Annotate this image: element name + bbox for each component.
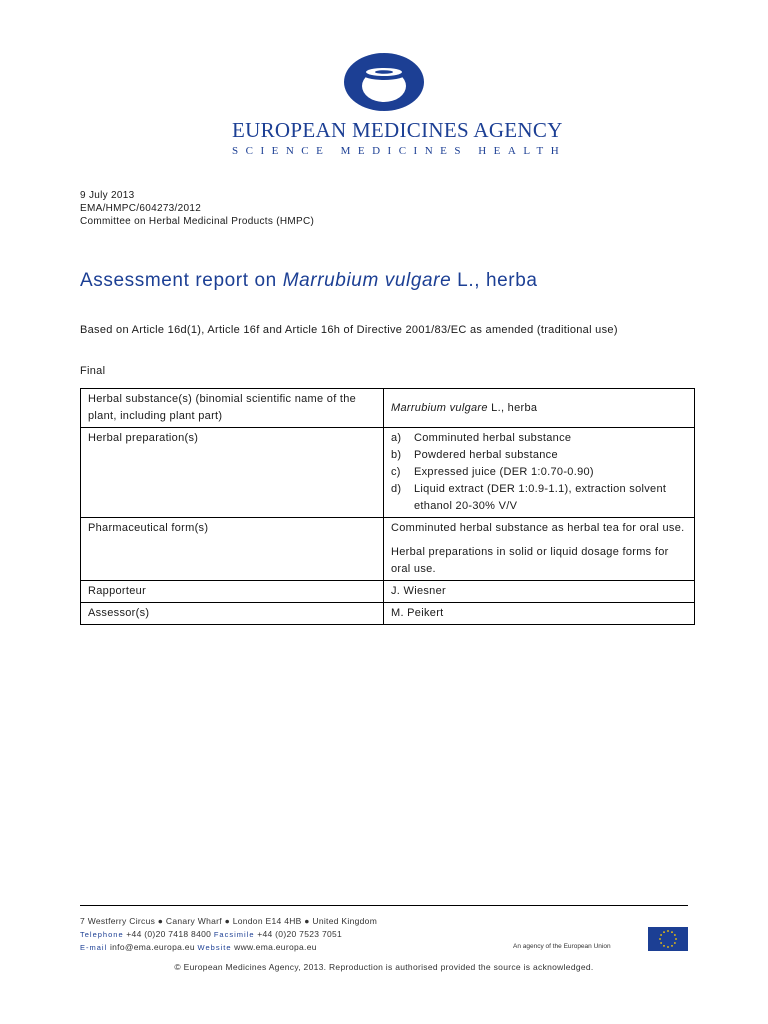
ema-emblem-icon <box>342 52 426 112</box>
document-meta <box>80 189 314 228</box>
website-link[interactable]: www.ema.europa.eu <box>234 942 317 952</box>
footer-phone-line: Telephone +44 (0)20 7418 8400 Facsimile +44 (0)20 7523 7051 <box>80 928 343 939</box>
eu-flag-icon <box>648 927 688 951</box>
list-item: c) Expressed juice (DER 1:0.70-0.90) <box>391 466 594 478</box>
table-row <box>81 428 695 518</box>
ema-logo <box>232 52 567 157</box>
title-suffix: L., herba <box>451 270 538 291</box>
table-row <box>81 581 695 603</box>
substance-value <box>384 389 695 428</box>
preparation-list <box>384 428 695 518</box>
herbal-info-table <box>80 388 695 625</box>
copyright-notice: © European Medicines Agency, 2013. Reproduction is authorised provided the source is acknowledged. <box>174 962 594 972</box>
rapporteur-label: Rapporteur <box>81 581 384 603</box>
footer-divider <box>80 905 688 906</box>
email-link[interactable]: info@ema.europa.eu <box>109 942 195 952</box>
document-reference: EMA/HMPC/604273/2012 <box>80 203 202 214</box>
rapporteur-value: J. Wiesner <box>384 581 695 603</box>
list-item: d) Liquid extract (DER 1:0.9-1.1), extraction solvent ethanol 20-30% V/V <box>391 483 667 512</box>
footer-address: 7 Westferry Circus ● Canary Wharf ● London E14 4HB ● United Kingdom <box>80 916 378 926</box>
list-item: b) Powdered herbal substance <box>391 449 558 461</box>
form-value <box>384 518 695 581</box>
form-para: Herbal preparations in solid or liquid dosage forms for oral use. <box>391 546 669 575</box>
document-date: 9 July 2013 <box>80 190 135 201</box>
document-status: Final <box>80 365 106 377</box>
form-label: Pharmaceutical form(s) <box>81 518 384 581</box>
agency-name: EUROPEAN MEDICINES AGENCY <box>232 118 563 142</box>
assessor-value: M. Peikert <box>384 603 695 625</box>
preparation-label: Herbal preparation(s) <box>81 428 384 518</box>
table-row <box>81 389 695 428</box>
title-species: Marrubium vulgare <box>282 270 452 291</box>
list-item: a) Comminuted herbal substance <box>391 432 572 444</box>
legal-basis: Based on Article 16d(1), Article 16f and Article 16h of Directive 2001/83/EC as amended (traditional use) <box>80 324 618 336</box>
document-title <box>80 270 538 292</box>
footer-contact <box>80 915 377 955</box>
substance-suffix: L., herba <box>487 401 538 414</box>
table-row <box>81 518 695 581</box>
form-para: Comminuted herbal substance as herbal tea for oral use. <box>391 522 685 534</box>
eu-agency-note: An agency of the European Union <box>513 943 611 950</box>
table-row <box>81 603 695 625</box>
agency-tagline: SCIENCE MEDICINES HEALTH <box>232 145 567 157</box>
substance-species: Marrubium vulgare <box>391 401 488 414</box>
committee-name: Committee on Herbal Medicinal Products (HMPC) <box>80 216 315 227</box>
title-prefix: Assessment report on <box>80 270 283 291</box>
assessor-label: Assessor(s) <box>81 603 384 625</box>
footer-web-line: E-mail info@ema.europa.eu Website www.ema.europa.eu <box>80 942 317 952</box>
substance-label: Herbal substance(s) (binomial scientific name of the plant, including plant part) <box>81 389 384 428</box>
